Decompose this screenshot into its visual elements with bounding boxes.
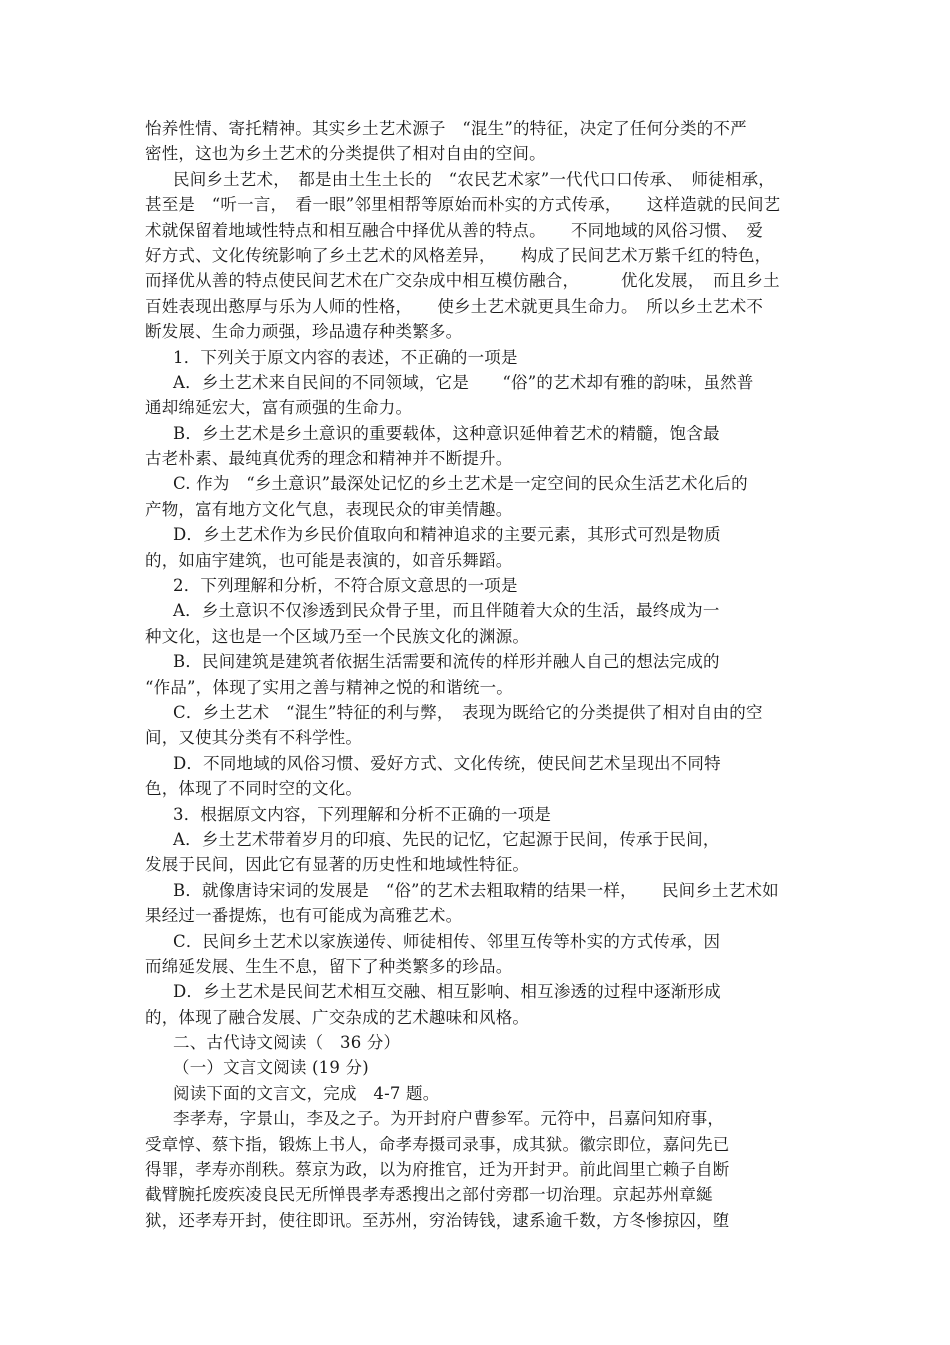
text-line: 色，体现了不同时空的文化。 <box>145 779 363 799</box>
text-line: C. 作为 “乡土意识”最深处记忆的乡土艺术是一定空间的民众生活艺术化后的 <box>173 474 748 494</box>
text-line: A．乡土意识不仅渗透到民众骨子里，而且伴随着大众的生活，最终成为一 <box>173 601 720 621</box>
text-line: 断发展、生命力顽强，珍品遗存种类繁多。 <box>145 322 463 342</box>
text-line: 好方式、文化传统影响了乡土艺术的风格差异， 构成了民间艺术万紫千红的特色， <box>145 245 772 265</box>
text-line: A．乡土艺术带着岁月的印痕、先民的记忆，它起源于民间，传承于民间， <box>173 829 720 849</box>
text-line: 阅读下面的文言文，完成 4-7 题。 <box>173 1083 440 1103</box>
text-line: “作品”，体现了实用之善与精神之悦的和谐统一。 <box>145 677 513 697</box>
text-line: 怡养性情、寄托精神。其实乡土艺术源子 “混生”的特征，决定了任何分类的不严 <box>145 119 747 138</box>
text-line: B．就像唐诗宋词的发展是 “俗”的艺术去粗取精的结果一样， 民间乡土艺术如 <box>173 880 779 900</box>
text-line: C．民间乡土艺术以家族递传、师徒相传、邻里互传等朴实的方式传承，因 <box>173 931 721 951</box>
text-line: 的，体现了融合发展、广交杂成的艺术趣味和风格。 <box>145 1007 530 1027</box>
document-body <box>145 116 810 1233</box>
text-line: C．乡土艺术 “混生”特征的利与弊， 表现为既给它的分类提供了相对自由的空 <box>173 702 763 722</box>
text-line: 李孝寿，字景山，李及之子。为开封府户曹参军。元符中，吕嘉问知府事， <box>173 1109 725 1129</box>
text-line: 间，又使其分类有不科学性。 <box>145 728 363 748</box>
text-line: 得罪，孝寿亦削秩。蔡京为政，以为府推官，迁为开封尹。前此闾里亡赖子自断 <box>145 1160 730 1180</box>
text-line: B．乡土艺术是乡土意识的重要载体，这种意识延伸着艺术的精髓，饱含最 <box>173 423 720 443</box>
text-line: （一）文言文阅读 (19 分) <box>173 1058 369 1078</box>
text-line: 而绵延发展、生生不息，留下了种类繁多的珍品。 <box>145 956 513 976</box>
text-line: 密性，这也为乡土艺术的分类提供了相对自由的空间。 <box>145 144 546 164</box>
text-line: D．乡土艺术作为乡民价值取向和精神追求的主要元素，其形式可烈是物质 <box>173 525 721 545</box>
text-line: 果经过一番提炼，也有可能成为高雅艺术。 <box>145 906 463 926</box>
text-line: 1．下列关于原文内容的表述，不正确的一项是 <box>173 347 518 367</box>
text-line: D．不同地域的风俗习惯、爱好方式、文化传统，使民间艺术呈现出不同特 <box>173 753 721 773</box>
text-line: D．乡土艺术是民间艺术相互交融、相互影响、相互渗透的过程中逐渐形成 <box>173 982 721 1002</box>
text-line: 2．下列理解和分析，不符合原文意思的一项是 <box>173 576 518 596</box>
text-line: 狱，还孝寿开封，使往即讯。至苏州，穷治铸钱，逮系逾千数，方冬惨掠囚，堕 <box>145 1210 730 1230</box>
text-line: 3．根据原文内容，下列理解和分析不正确的一项是 <box>173 804 552 824</box>
text-line: 种文化，这也是一个区域乃至一个民族文化的渊源。 <box>145 626 530 646</box>
text-line: 百姓表现出憨厚与乐为人师的性格， 使乡土艺术就更具生命力。 所以乡土艺术不 <box>145 296 764 316</box>
text-line: 受章惇、蔡卞指，锻炼上书人，命孝寿摄司录事，成其狱。徽宗即位，嘉问先已 <box>145 1134 730 1154</box>
text-line: 术就保留着地域性特点和相互融合中择优从善的特点。 不同地域的风俗习惯、 爱 <box>145 220 764 240</box>
text-line: B．民间建筑是建筑者依据生活需要和流传的样形并融人自己的想法完成的 <box>173 652 720 672</box>
text-line: 古老朴素、最纯真优秀的理念和精神并不断提升。 <box>145 449 513 469</box>
text-line: 的，如庙宇建筑，也可能是表演的，如音乐舞蹈。 <box>145 550 513 570</box>
text-line: 通却绵延宏大，富有顽强的生命力。 <box>145 398 413 418</box>
text-line: A．乡土艺术来自民间的不同领域，它是 “俗”的艺术却有雅的韵味，虽然普 <box>173 372 754 392</box>
text-line: 二、古代诗文阅读（ 36 分） <box>173 1033 401 1053</box>
text-line: 产物，富有地方文化气息，表现民众的审美情趣。 <box>145 499 513 519</box>
text-line: 发展于民间，因此它有显著的历史性和地域性特征。 <box>145 855 530 875</box>
text-line: 而择优从善的特点使民间艺术在广交杂成中相互模仿融合， 优化发展， 而且乡土 <box>145 271 780 291</box>
text-line: 甚至是 “听一言， 看一眼”邻里相帮等原始而朴实的方式传承， 这样造就的民间艺 <box>145 195 781 215</box>
text-line: 民间乡土艺术， 都是由土生土长的 “农民艺术家”一代代口口传承、 师徒相承， <box>173 169 775 189</box>
text-line: 截臂腕托废疾凌良民无所惮畏孝寿悉搜出之部付旁郡一切治理。京起苏州章綖 <box>145 1185 713 1205</box>
